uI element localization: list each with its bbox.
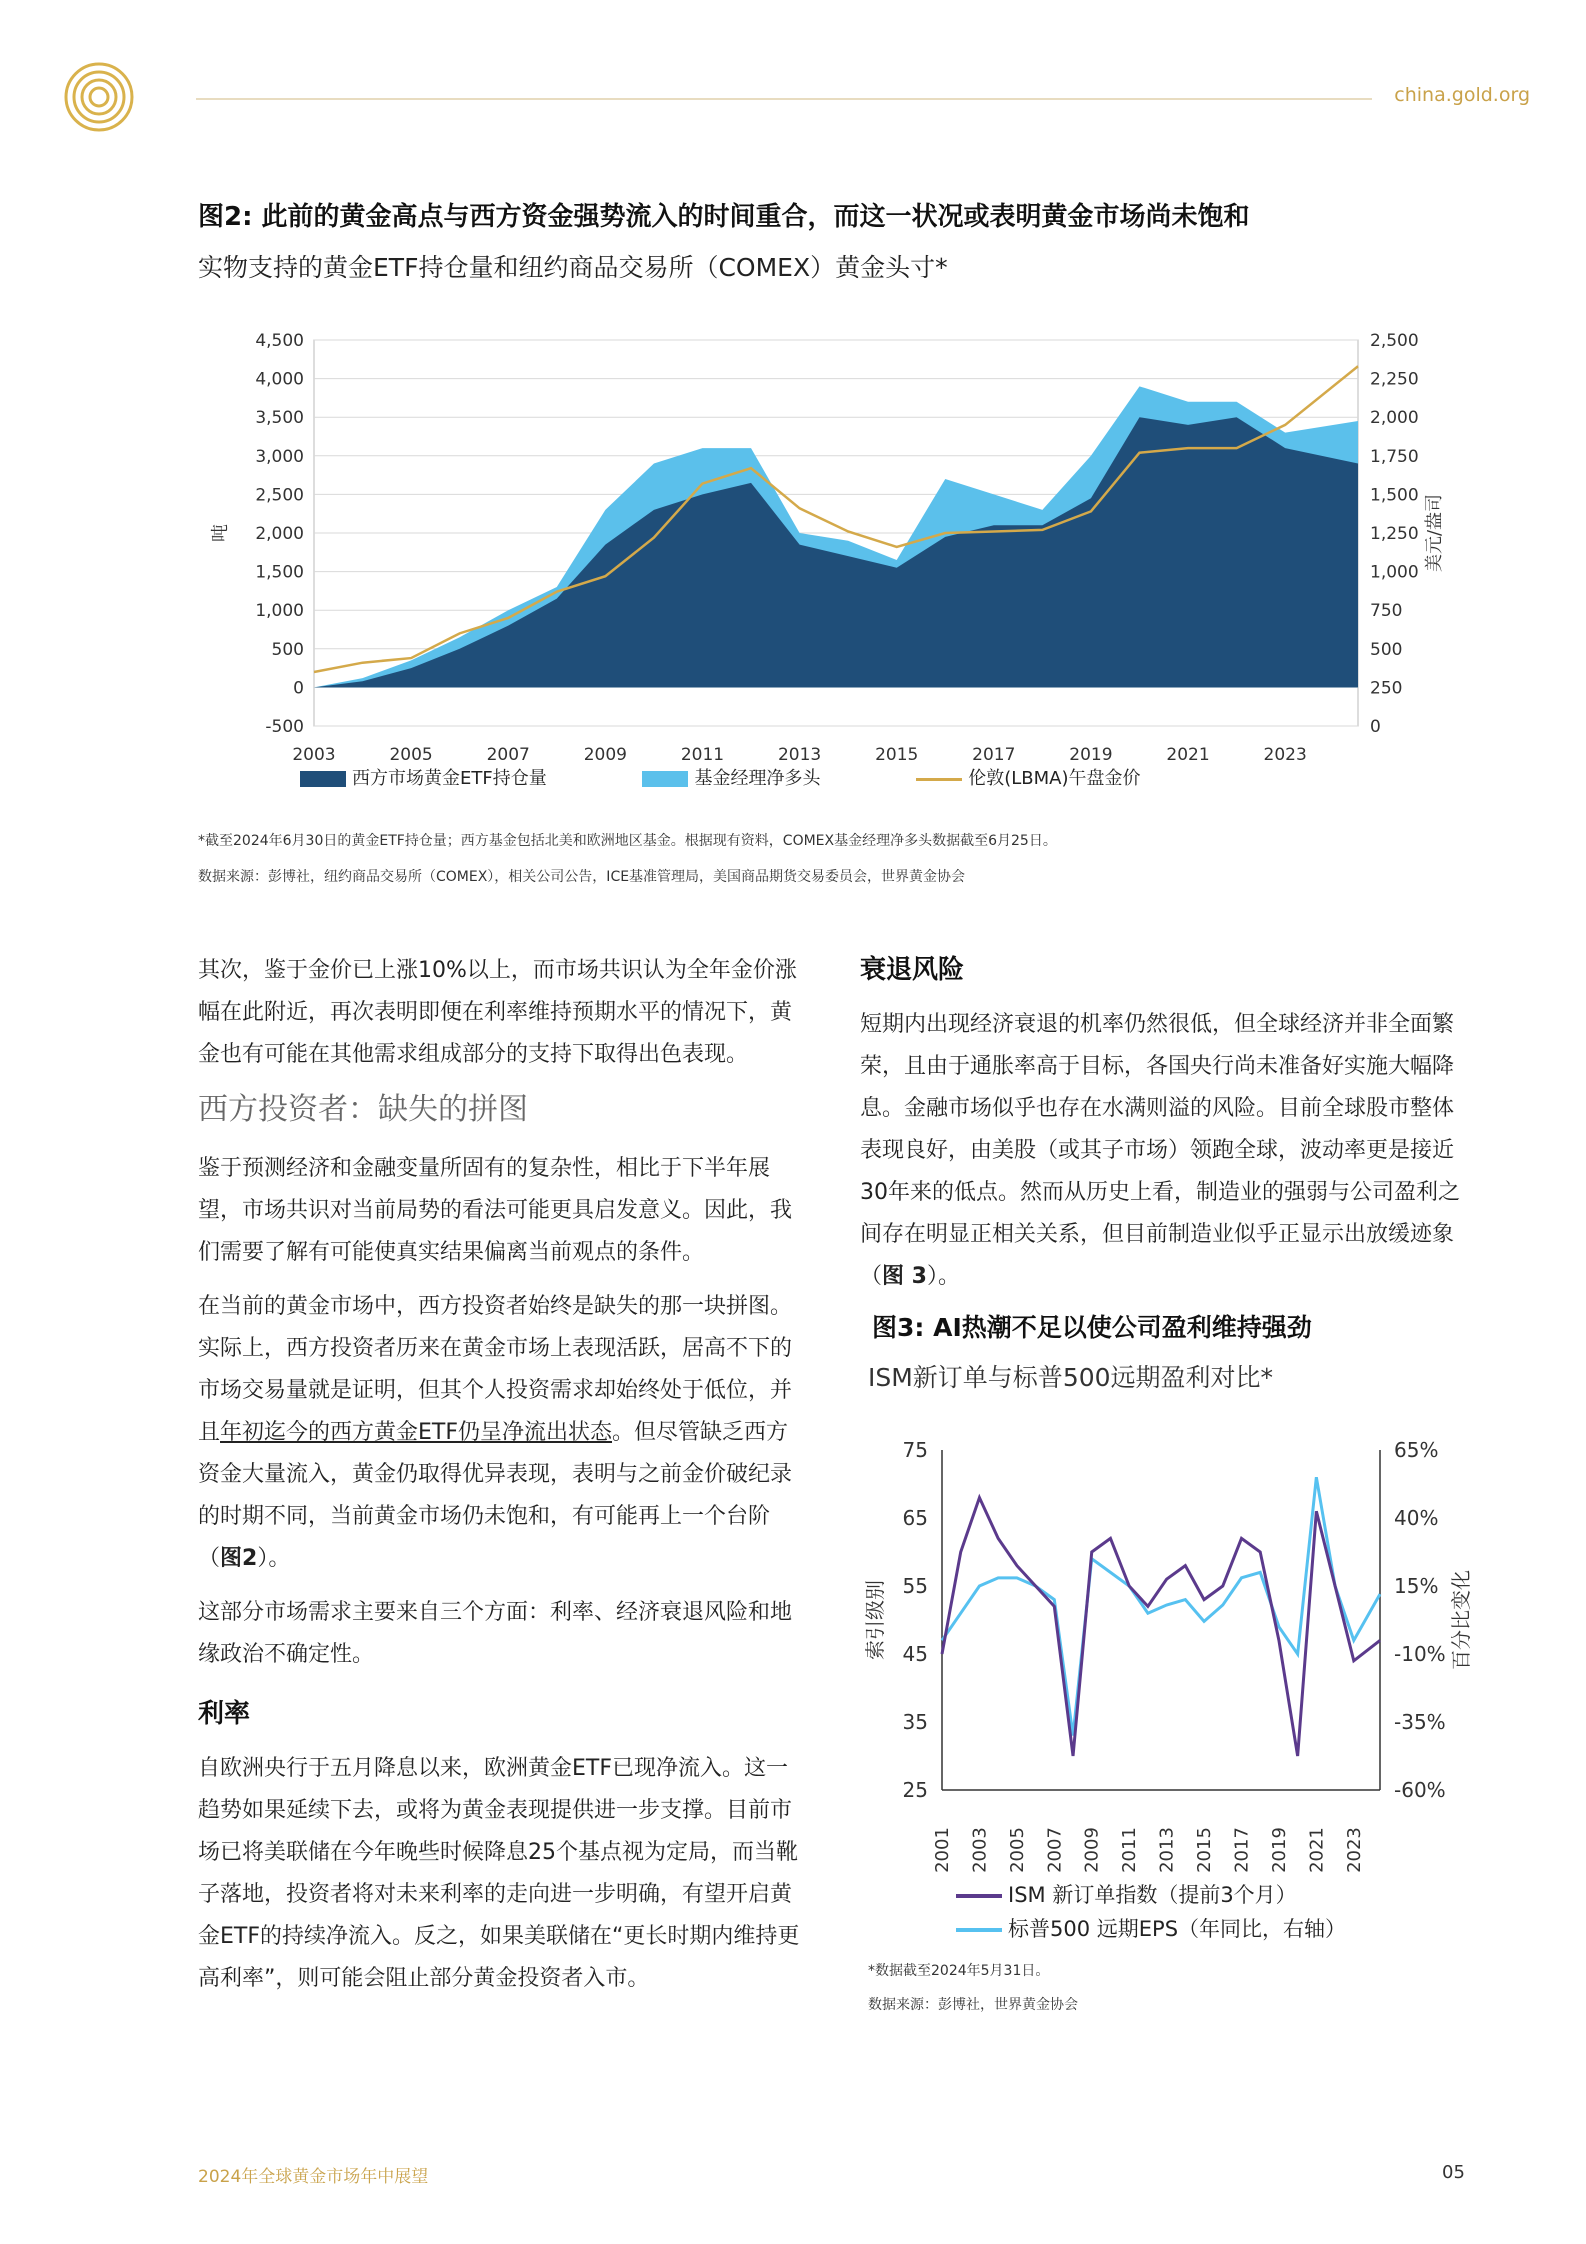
ism-line: [942, 1498, 1380, 1756]
etf-flows-link[interactable]: 年初迄今的西方黄金ETF仍呈净流出状态: [220, 1420, 613, 1445]
paragraph: 在当前的黄金市场中，西方投资者始终是缺失的那一块拼图。实际上，西方投资者历来在黄金市场上表现活跃，居高不下的市场交易量就是证明，但其个人投资需求却始终处于低位，并且年初迄今的西方黄金ETF仍呈净流出状态。但尽管缺乏西方资金大量流入，黄金仍取得优异表现，表明与之前金价破纪录的时期不同，当前黄金市场仍未饱和，有可能再上一个台阶（图2）。: [198, 1294, 793, 1571]
figure-3-title: 图3: AI热潮不足以使公司盈利维持强劲: [872, 1313, 1312, 1342]
y2-tick-label: 0: [1370, 717, 1381, 737]
y-tick-label: 3,500: [255, 408, 304, 429]
section-heading: 西方投资者：缺失的拼图: [198, 1092, 528, 1127]
figure-3-ref[interactable]: 图 3: [882, 1264, 927, 1289]
legend-gold-price: 伦敦(LBMA)午盘金价: [916, 764, 1140, 790]
x-tick-label: 2019: [1069, 745, 1113, 765]
y-tick-label: 3,000: [255, 446, 304, 467]
y-tick-label: 2,000: [255, 524, 304, 544]
x-tick-label: 2021: [1306, 1827, 1328, 1873]
legend-eps: 标普500 远期EPS（年同比，右轴）: [956, 1912, 1346, 1946]
x-tick-label: 2019: [1268, 1827, 1290, 1873]
paragraph: 这部分市场需求主要来自三个方面：利率、经济衰退风险和地缘政治不确定性。: [198, 1600, 793, 1667]
world-gold-council-logo: [64, 62, 134, 132]
y-tick-label: 4,500: [255, 331, 304, 351]
y2-axis-label: 美元/盎司: [1424, 493, 1445, 573]
paragraph: 自欧洲央行于五月降息以来，欧洲黄金ETF已现净流入。这一趋势如果延续下去，或将为黄金表现提供进一步支撑。目前市场已将美联储在今年晚些时候降息25个基点视为定局，而当靴子落地，投资者将对未来利率的走向进一步明确，有望开启黄金ETF的持续净流入。反之，如果美联储在“更长时期内维持更高利率”，则可能会阻止部分黄金投资者入市。: [198, 1756, 800, 1991]
y-tick-label: 65: [902, 1506, 928, 1530]
x-tick-label: 2009: [1081, 1827, 1103, 1873]
paragraph: 鉴于预测经济和金融变量所固有的复杂性，相比于下半年展望，市场共识对当前局势的看法可能更具启发意义。因此，我们需要了解有可能使真实结果偏离当前观点的条件。: [198, 1156, 793, 1265]
y2-tick-label: 2,500: [1370, 331, 1419, 351]
y2-tick-label: 2,250: [1370, 369, 1419, 390]
y-tick-label: 1,500: [255, 562, 304, 583]
x-tick-label: 2001: [932, 1827, 953, 1873]
y-tick-label: -500: [265, 717, 304, 737]
figure-2-legend: [300, 764, 1230, 790]
x-tick-label: 2003: [292, 745, 336, 765]
footer-title: 2024年全球黄金市场年中展望: [198, 2167, 429, 2187]
y-tick-label: 75: [902, 1438, 928, 1462]
y-tick-label: 35: [902, 1710, 928, 1734]
eps-line: [942, 1477, 1380, 1735]
x-tick-label: 2021: [1166, 745, 1210, 765]
x-tick-label: 2017: [1231, 1827, 1253, 1873]
y-tick-label: 4,000: [255, 369, 304, 390]
right-column: [860, 950, 1470, 1310]
y2-tick-label: 1,750: [1370, 446, 1419, 467]
y2-tick-label: -60%: [1394, 1778, 1446, 1802]
y2-tick-label: 500: [1370, 639, 1403, 660]
left-column: [198, 950, 808, 2012]
x-tick-label: 2005: [389, 745, 433, 765]
x-tick-label: 2013: [1156, 1827, 1178, 1873]
section-heading: 利率: [198, 1699, 251, 1729]
x-tick-label: 2015: [875, 745, 919, 765]
paragraph: 其次，鉴于金价已上涨10%以上，而市场共识认为全年金价涨幅在此附近，再次表明即便在利率维持预期水平的情况下，黄金也有可能在其他需求组成部分的支持下取得出色表现。: [198, 958, 797, 1067]
y2-tick-label: 40%: [1394, 1506, 1439, 1530]
y2-tick-label: 65%: [1394, 1438, 1439, 1462]
section-heading: 衰退风险: [860, 955, 965, 985]
y-tick-label: 55: [902, 1574, 928, 1598]
figure-2-ref[interactable]: 图2: [220, 1546, 258, 1571]
paragraph: 短期内出现经济衰退的机率仍然很低，但全球经济并非全面繁荣，且由于通胀率高于目标，各国央行尚未准备好实施大幅降息。金融市场似乎也存在水满则溢的风险。目前全球股市整体表现良好，由美股（或其子市场）领跑全球，波动率更是接近30年来的低点。然而从历史上看，制造业的强弱与公司盈利之间存在明显正相关关系，但目前制造业似乎正显示出放缓迹象（图 3）。: [860, 1012, 1460, 1289]
y2-tick-label: -35%: [1394, 1710, 1446, 1734]
figure-3-note: *数据截至2024年5月31日。: [868, 1963, 1050, 1979]
x-tick-label: 2017: [972, 745, 1016, 765]
figure-2-subtitle: 实物支持的黄金ETF持仓量和纽约商品交易所（COMEX）黄金头寸*: [198, 253, 948, 282]
y2-tick-label: 1,000: [1370, 562, 1419, 583]
y-tick-label: 500: [271, 639, 304, 660]
figure-3-subtitle: ISM新订单与标普500远期盈利对比*: [868, 1363, 1274, 1392]
x-tick-label: 2011: [680, 745, 725, 765]
legend-etf-holdings: 西方市场黄金ETF持仓量: [300, 764, 547, 790]
x-tick-label: 2023: [1263, 745, 1307, 765]
x-tick-label: 2011: [1119, 1827, 1141, 1873]
figure-3-source: 数据来源：彭博社，世界黄金协会: [868, 1997, 1078, 2013]
y-tick-label: 0: [293, 678, 304, 699]
y-tick-label: 45: [902, 1642, 928, 1666]
figure-2-source: 数据来源：彭博社，纽约商品交易所（COMEX），相关公司公告，ICE基准管理局，美国商品期货交易委员会，世界黄金协会: [198, 869, 966, 885]
figure-2-chart: [190, 310, 1450, 800]
header-rule: [196, 98, 1372, 100]
y2-tick-label: 1,250: [1370, 524, 1419, 544]
x-tick-label: 2007: [486, 745, 530, 765]
y2-axis-label: 百分比变化: [1449, 1570, 1473, 1670]
y2-tick-label: 15%: [1394, 1574, 1439, 1598]
y-tick-label: 1,000: [255, 601, 304, 622]
y-axis-label: 吨: [210, 524, 231, 542]
y2-tick-label: -10%: [1394, 1642, 1446, 1666]
page-number: 05: [1442, 2162, 1465, 2183]
x-tick-label: 2003: [969, 1827, 991, 1873]
legend-ism: ISM 新订单指数（提前3个月）: [956, 1878, 1346, 1912]
x-tick-label: 2015: [1194, 1827, 1216, 1873]
legend-net-long: 基金经理净多头: [642, 764, 820, 790]
y-tick-label: 2,500: [255, 485, 304, 506]
x-tick-label: 2023: [1343, 1827, 1365, 1873]
site-link[interactable]: china.gold.org: [1394, 84, 1530, 106]
x-tick-label: 2009: [583, 745, 627, 765]
x-tick-label: 2005: [1006, 1827, 1028, 1873]
y2-tick-label: 1,500: [1370, 485, 1419, 506]
figure-3-chart: [860, 1420, 1480, 1910]
x-tick-label: 2007: [1044, 1827, 1066, 1873]
y-tick-label: 25: [902, 1778, 928, 1802]
y-axis-label: 索引级别: [863, 1580, 887, 1660]
figure-2-title: 图2: 此前的黄金高点与西方资金强势流入的时间重合，而这一状况或表明黄金市场尚未饱和: [198, 202, 1250, 232]
x-tick-label: 2013: [777, 745, 822, 765]
figure-3-legend: [956, 1878, 1346, 1946]
y2-tick-label: 750: [1370, 601, 1403, 622]
y2-tick-label: 2,000: [1370, 408, 1419, 429]
figure-2-note: *截至2024年6月30日的黄金ETF持仓量；西方基金包括北美和欧洲地区基金。根据现有资料，COMEX基金经理净多头数据截至6月25日。: [198, 833, 1057, 849]
y2-tick-label: 250: [1370, 678, 1403, 699]
